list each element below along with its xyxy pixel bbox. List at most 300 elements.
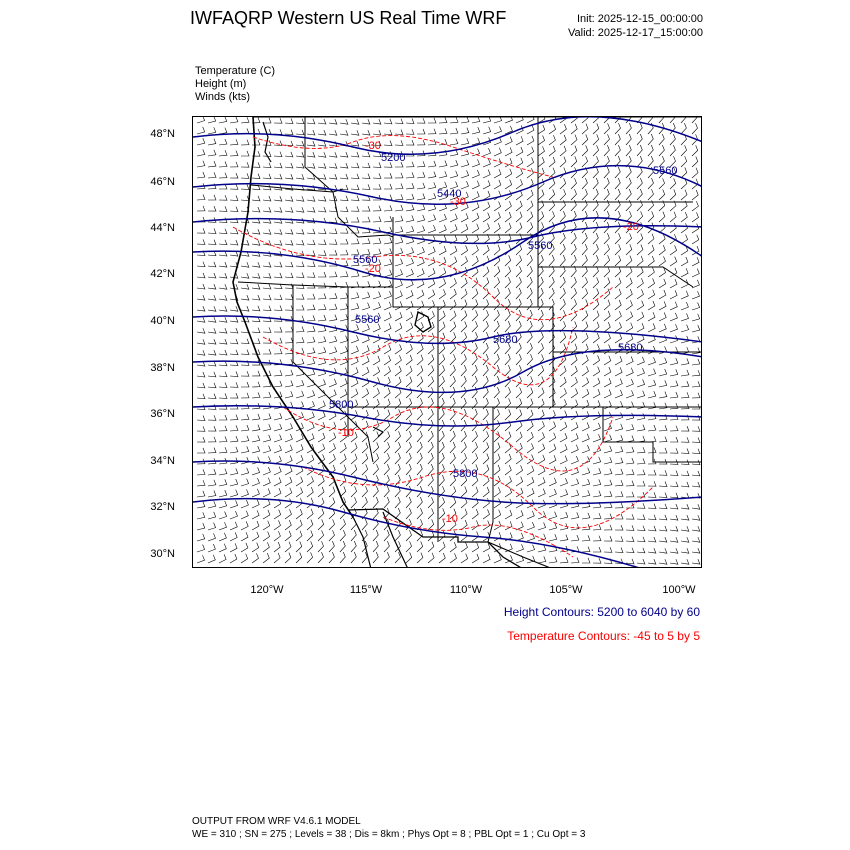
wind-barb [549, 332, 555, 343]
wind-barb [439, 128, 447, 134]
wind-barb [296, 542, 302, 553]
wind-barb [483, 543, 490, 552]
wind-barb [626, 134, 631, 145]
wind-barb [582, 178, 587, 189]
wind-barb [395, 130, 403, 135]
wind-barb [263, 467, 270, 475]
wind-barb [307, 141, 315, 146]
wind-barb [626, 233, 632, 244]
wind-barb [296, 229, 304, 234]
wind-barb [571, 146, 577, 156]
wind-barb [263, 262, 271, 267]
wind-barb [219, 501, 227, 508]
wind-barb [373, 530, 378, 541]
wind-barb [670, 482, 678, 487]
wind-barb [395, 248, 403, 255]
wind-barb [241, 262, 249, 267]
lat-label: 38°N [150, 362, 175, 374]
wind-barb [197, 555, 205, 563]
wind-barb [395, 366, 401, 376]
wind-barb [681, 280, 688, 289]
wind-barb [274, 370, 282, 376]
wind-barb [241, 185, 249, 190]
wind-barb [208, 350, 216, 355]
wind-barb [692, 190, 698, 200]
wind-barb [395, 530, 400, 541]
wind-barb [593, 266, 599, 277]
wind-barb [593, 322, 599, 332]
wind-barb [670, 426, 678, 431]
wind-barb [450, 139, 458, 145]
wind-barb [571, 277, 576, 288]
wind-barb [219, 328, 227, 333]
wind-barb [318, 119, 326, 124]
wind-barb [362, 163, 370, 168]
wind-barb [197, 284, 205, 289]
wind-barb [296, 359, 304, 365]
wind-barb [230, 425, 238, 431]
wind-barb [219, 317, 227, 322]
wind-barb [472, 520, 478, 530]
wind-barb [582, 311, 588, 322]
wind-barb [659, 301, 666, 310]
wind-barb [197, 306, 205, 311]
wind-barb [571, 189, 577, 200]
wind-barb [362, 432, 368, 442]
wind-barb [395, 453, 400, 464]
wind-barb [472, 289, 478, 299]
wind-barb [549, 534, 557, 541]
wind-barb [527, 522, 534, 530]
wind-barb [450, 453, 455, 464]
wind-barb [472, 245, 478, 255]
wind-barb [692, 201, 698, 211]
wind-barb [593, 389, 600, 398]
wind-barb [538, 277, 543, 288]
wind-barb [417, 183, 425, 189]
wind-barb [516, 387, 522, 398]
wind-barb [384, 497, 389, 508]
wind-barb [439, 268, 446, 277]
wind-barb [230, 543, 237, 552]
nm-tx-border [488, 407, 493, 542]
wind-barb [450, 498, 456, 509]
wind-barb [208, 383, 216, 388]
wind-barb [670, 134, 675, 145]
wind-barb [340, 239, 348, 244]
wind-barb [560, 478, 568, 486]
wind-barb [241, 295, 249, 300]
wind-barb [527, 388, 533, 399]
wind-barb [208, 533, 216, 541]
wind-barb [516, 255, 522, 266]
wind-barb [560, 444, 567, 453]
wind-barb [538, 157, 544, 167]
wind-barb [615, 367, 622, 376]
model-info-line2: WE = 310 ; SN = 275 ; Levels = 38 ; Dis = 8km ; Phys Opt = 8 ; PBL Opt = 1 ; Cu Opt = 3 [192, 829, 586, 840]
wind-barb [615, 311, 621, 321]
wind-barb [648, 448, 656, 454]
wind-barb [648, 117, 653, 123]
wind-barb [648, 380, 656, 387]
wind-barb [285, 185, 293, 190]
wind-barb [274, 413, 282, 420]
wind-barb [505, 465, 511, 475]
wind-barb [472, 159, 480, 167]
wind-barb [593, 457, 601, 464]
wind-barb [285, 466, 292, 475]
wind-barb [681, 313, 689, 321]
wind-barb [538, 534, 546, 541]
wind-barb [252, 207, 260, 212]
wind-barb [428, 508, 434, 519]
wind-barb [527, 443, 534, 453]
wind-barb [384, 216, 392, 222]
wind-barb [615, 267, 621, 278]
wind-barb [230, 490, 238, 497]
wind-barb [406, 151, 414, 156]
wind-barb [362, 174, 370, 179]
height-contour [193, 461, 702, 504]
wind-barb [593, 255, 598, 266]
wind-barb [615, 278, 621, 288]
wind-barb [329, 239, 337, 244]
wind-barb [263, 392, 271, 398]
wind-barb [208, 544, 215, 552]
wind-barb [208, 415, 216, 420]
wind-barb [274, 118, 282, 123]
wind-barb [219, 240, 227, 245]
wind-barb [450, 376, 455, 387]
wind-barb [208, 284, 216, 289]
wind-barb [659, 117, 664, 123]
wind-barb [593, 378, 600, 387]
wind-barb [637, 481, 645, 486]
wind-barb [659, 256, 666, 266]
wind-barb [439, 289, 446, 299]
wind-barb [560, 299, 565, 310]
wind-barb [461, 289, 467, 299]
wind-barb [670, 117, 675, 123]
wind-barb [692, 257, 699, 266]
wind-barb [252, 500, 259, 508]
wind-barb [329, 218, 337, 223]
wind-barb [230, 350, 238, 355]
field-legend-temperature: Temperature (C) [195, 65, 276, 77]
wind-barb [296, 487, 303, 497]
wind-barb [373, 442, 379, 453]
wind-barb [439, 161, 447, 168]
wind-barb [417, 420, 422, 431]
wind-barb [527, 255, 532, 266]
wind-barb [252, 425, 260, 431]
wind-barb [516, 201, 522, 211]
wind-barb [637, 156, 642, 167]
lon-label: 110°W [449, 584, 483, 596]
wind-barb [439, 344, 445, 355]
wind-barb [604, 211, 609, 222]
wind-barb [681, 504, 689, 509]
wind-barb [494, 212, 500, 222]
wind-barb [428, 355, 434, 366]
wind-barb [296, 273, 304, 278]
wind-barb [274, 273, 282, 278]
wind-barb [604, 367, 611, 376]
wind-barb [307, 390, 315, 398]
wind-barb [384, 141, 392, 146]
great-salt-lake [415, 312, 431, 332]
wind-barb [395, 475, 400, 486]
wind-barb [406, 323, 413, 332]
wind-barb [285, 520, 291, 530]
wind-barb [505, 510, 512, 519]
wind-barb [571, 433, 578, 442]
wind-barb [692, 504, 700, 509]
wind-barb [681, 537, 689, 542]
wind-barb [648, 391, 656, 398]
wind-barb [538, 523, 546, 531]
wind-barb [549, 444, 556, 453]
wind-barb [208, 229, 216, 234]
wind-barb [615, 480, 623, 486]
wind-barb [241, 284, 249, 289]
wind-barb [582, 145, 588, 156]
wind-barb [527, 432, 533, 442]
wind-barb [461, 431, 466, 442]
wind-barb [681, 559, 689, 564]
wind-barb [582, 244, 587, 255]
wind-barb [406, 172, 414, 178]
wind-barb [219, 437, 227, 443]
wind-barb [626, 278, 632, 288]
wind-barb [527, 354, 533, 365]
wind-barb [615, 178, 620, 189]
wind-barb [219, 173, 227, 178]
wind-barb [307, 196, 315, 201]
wind-barb [450, 553, 457, 563]
wind-barb [615, 401, 623, 409]
wind-barb [461, 365, 466, 376]
wind-barb [450, 486, 456, 497]
wind-barb [285, 294, 293, 299]
wind-barb [285, 305, 293, 310]
wind-barb [428, 486, 433, 497]
wind-barb [626, 167, 631, 178]
wind-barb [615, 435, 623, 442]
wind-barb [395, 216, 403, 222]
wind-barb [560, 535, 568, 541]
wind-barb [527, 288, 532, 299]
wind-barb [659, 537, 667, 542]
wind-barb [274, 174, 282, 179]
wind-barb [285, 163, 293, 168]
wind-barb [406, 226, 414, 233]
wind-barb [571, 233, 576, 244]
wind-barb [494, 180, 501, 189]
wind-barb [307, 552, 313, 563]
wind-barb [351, 389, 358, 398]
wind-barb [362, 464, 368, 475]
wind-barb [406, 355, 412, 365]
wind-barb [648, 278, 655, 288]
wind-barb [329, 163, 337, 168]
wind-barb [362, 399, 369, 409]
wind-barb [307, 380, 315, 387]
wind-barb [285, 196, 293, 201]
wind-barb [604, 255, 610, 266]
wind-barb [197, 534, 205, 541]
wind-barb [681, 156, 687, 167]
wind-barb [626, 300, 632, 310]
height-label: 5560 [653, 165, 678, 177]
wind-barb [670, 223, 676, 233]
wind-barb [659, 559, 667, 564]
wind-barb [296, 294, 304, 299]
wind-barb [263, 185, 271, 190]
wind-barb [395, 237, 403, 244]
wind-barb [351, 367, 358, 376]
wind-barb [692, 303, 700, 311]
wind-barb [362, 303, 370, 310]
wind-barb [384, 410, 390, 420]
wind-barb [494, 310, 499, 321]
wind-barb [527, 168, 533, 178]
wind-barb [340, 196, 348, 201]
wind-barb [560, 233, 565, 244]
wind-barb [527, 266, 532, 277]
wind-barb [252, 306, 260, 311]
wind-barb [527, 212, 533, 223]
wind-barb [626, 289, 632, 299]
wind-barb [318, 250, 326, 255]
wind-barb [560, 244, 565, 255]
wind-barb [626, 548, 634, 553]
wind-barb [648, 245, 654, 255]
wind-barb [373, 464, 379, 475]
wind-barb [230, 139, 238, 145]
wind-barb [428, 519, 434, 530]
wind-barb [538, 266, 543, 277]
wind-barb [406, 552, 412, 563]
wind-barb [637, 379, 645, 387]
wind-barb [681, 548, 689, 553]
wind-barb [494, 245, 500, 255]
wind-barb [461, 453, 467, 464]
wind-barb [626, 458, 634, 464]
wind-barb [505, 499, 512, 508]
wind-barb [472, 354, 477, 365]
wind-barb [538, 288, 543, 299]
wind-barb [461, 300, 467, 310]
wind-barb [571, 479, 579, 486]
wind-barb [615, 469, 623, 475]
wind-barb [538, 489, 545, 497]
wind-barb [406, 464, 411, 475]
wind-barb [560, 135, 566, 145]
wind-barb [263, 295, 271, 300]
wind-barb [582, 558, 590, 563]
wind-barb [637, 256, 643, 266]
wind-barb [670, 279, 677, 288]
wind-barb [461, 278, 467, 288]
wind-barb [659, 392, 667, 398]
wind-barb [593, 333, 599, 343]
wind-barb [681, 145, 687, 156]
wind-barb [450, 214, 457, 222]
wind-barb [670, 392, 678, 398]
wind-barb [571, 288, 577, 299]
wind-barb [527, 136, 534, 145]
wind-barb [648, 189, 654, 200]
wind-barb [197, 149, 205, 156]
wind-barb [329, 390, 336, 398]
wind-barb [604, 300, 610, 310]
wind-barb [549, 146, 555, 156]
wind-barb [274, 141, 282, 146]
wind-barb [274, 240, 282, 245]
height-label: 5200 [381, 152, 406, 164]
wind-barb [263, 424, 271, 431]
wind-barb [483, 343, 488, 354]
wind-barb [219, 284, 227, 289]
wind-barb [428, 464, 433, 475]
wind-barb [692, 325, 700, 332]
wind-barb [626, 436, 634, 443]
wind-barb [439, 225, 446, 233]
lon-label: 100°W [662, 584, 696, 596]
wind-barb [208, 448, 216, 453]
wind-barb [197, 295, 205, 300]
wind-barb [274, 520, 281, 530]
wind-barb [230, 436, 238, 442]
wind-barb [659, 212, 665, 222]
wind-barb [208, 161, 216, 167]
wind-barb [373, 367, 380, 376]
lat-label: 30°N [150, 548, 175, 560]
wind-barb [692, 291, 700, 299]
wind-barb [274, 306, 282, 311]
wind-barb [252, 240, 260, 245]
wind-barb [395, 442, 401, 453]
wind-barb [593, 536, 601, 541]
wind-barb [549, 211, 555, 222]
wind-barb [318, 530, 324, 541]
wind-barb [285, 338, 293, 343]
wind-barb [571, 456, 578, 464]
wind-barb [285, 477, 292, 486]
wind-barb [659, 145, 664, 156]
wind-barb [681, 190, 687, 200]
wind-barb [439, 300, 445, 310]
wind-barb [483, 487, 489, 497]
wind-barb [197, 426, 205, 431]
wind-barb [593, 434, 601, 442]
wind-barb [637, 559, 645, 564]
wind-barb [208, 555, 215, 563]
wind-barb [340, 314, 348, 321]
wind-barb [351, 335, 359, 343]
wind-barb [593, 479, 601, 486]
wind-barb [329, 174, 337, 179]
wind-barb [252, 284, 260, 289]
field-legend-winds: Winds (kts) [195, 91, 250, 103]
wind-barb [307, 358, 315, 365]
wind-barb [505, 137, 512, 145]
wind-barb [692, 235, 699, 244]
wind-barb [285, 229, 293, 234]
wind-barb [318, 509, 324, 519]
wind-barb [252, 435, 260, 442]
